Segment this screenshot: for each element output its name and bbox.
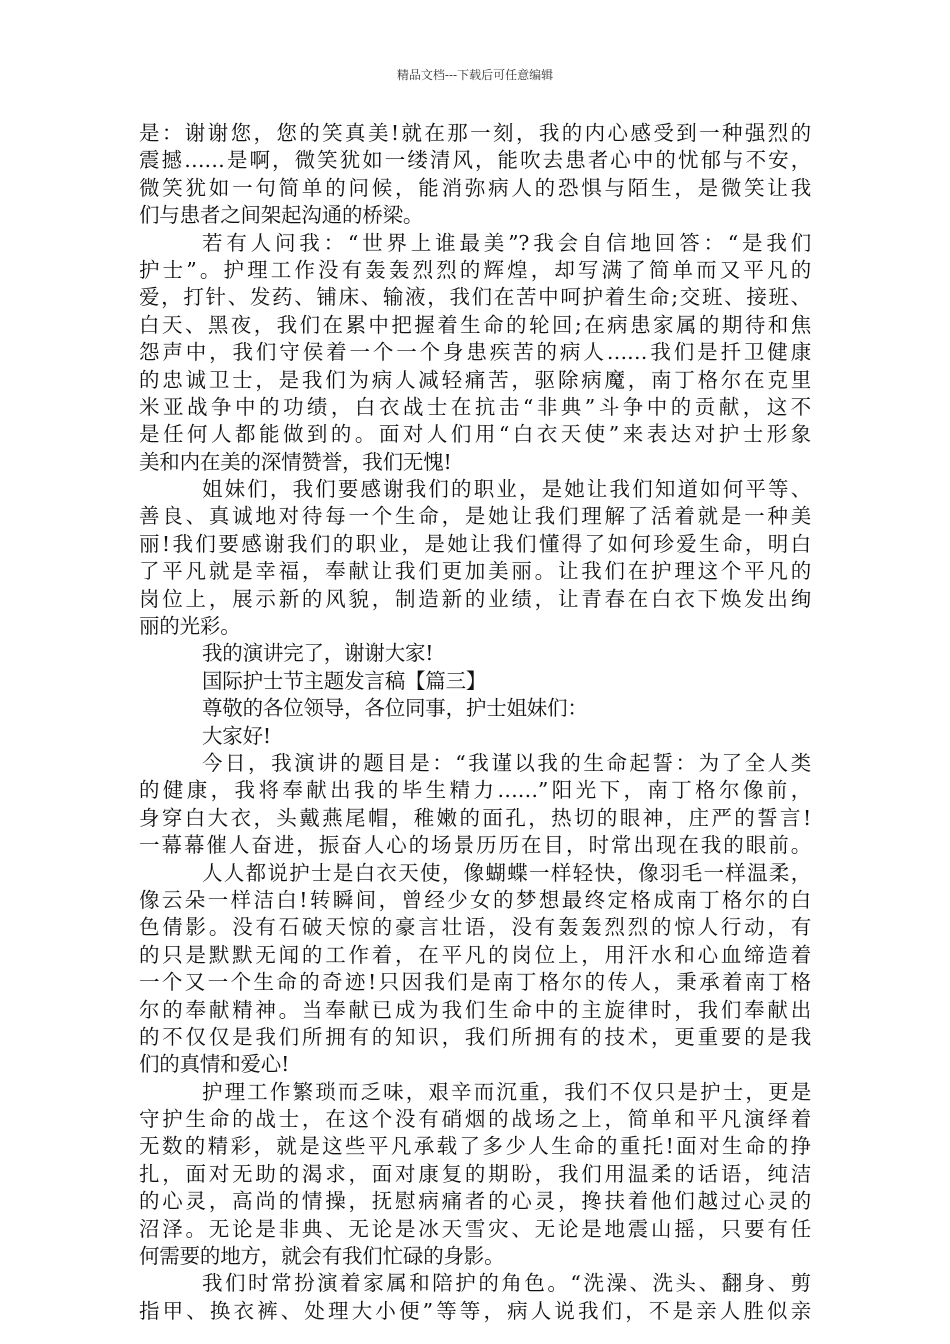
section-title: 国际护士节主题发言稿【篇三】 bbox=[202, 668, 487, 693]
text-line: 的健康，我将奉献出我的毕生精力……”阳光下，南丁格尔像前， bbox=[139, 778, 811, 803]
text-line: 尔的奉献精神。当奉献已成为我们生命中的主旋律时，我们奉献出 bbox=[139, 997, 811, 1022]
text-line: 震撼……是啊，微笑犹如一缕清风，能吹去患者心中的忧郁与不安， bbox=[139, 148, 811, 173]
text-line: 何需要的地方，就会有我们忙碌的身影。 bbox=[139, 1244, 505, 1269]
text-line: 丽!我们要感谢我们的职业，是她让我们懂得了如何珍爱生命，明白 bbox=[139, 531, 811, 556]
text-line: 米亚战争中的功绩，白衣战士在抗击“非典”斗争中的贡献，这不 bbox=[139, 394, 811, 419]
text-line: 的不仅仅是我们所拥有的知识，我们所拥有的技术，更重要的是我 bbox=[139, 1024, 811, 1049]
text-line: 无数的精彩，就是这些平凡承载了多少人生命的重托!面对生命的挣 bbox=[139, 1134, 811, 1159]
text-line: 善良、真诚地对待每一个生命，是她让我们理解了活着就是一种美 bbox=[139, 504, 811, 529]
text-line: 沼泽。无论是非典、无论是冰天雪灾、无论是地震山摇，只要有任 bbox=[139, 1216, 811, 1241]
text-line: 怨声中，我们守侯着一个一个身患疾苦的病人……我们是扦卫健康 bbox=[139, 340, 811, 365]
text-line: 守护生命的战士，在这个没有硝烟的战场之上，简单和平凡演绎着 bbox=[139, 1107, 811, 1132]
text-line: 丽的光彩。 bbox=[139, 614, 241, 639]
text-line: 护理工作繁琐而乏味，艰辛而沉重，我们不仅只是护士，更是 bbox=[202, 1079, 811, 1104]
text-line: 的心灵，高尚的情操，抚慰病痛者的心灵，搀扶着他们越过心灵的 bbox=[139, 1189, 811, 1214]
text-line: 们与患者之间架起沟通的桥梁。 bbox=[139, 203, 424, 228]
text-line: 一幕幕催人奋进，振奋人心的场景历历在目，时常出现在我的眼前。 bbox=[139, 833, 811, 858]
text-line: 指甲、换衣裤、处理大小便”等等，病人说我们，不是亲人胜似亲 bbox=[139, 1298, 811, 1323]
text-line: 姐妹们，我们要感谢我们的职业，是她让我们知道如何平等、 bbox=[202, 477, 811, 502]
text-line: 扎，面对无助的渴求，面对康复的期盼，我们用温柔的话语，纯洁 bbox=[139, 1161, 811, 1186]
text-line: 护士”。护理工作没有轰轰烈烈的辉煌，却写满了简单而又平凡的 bbox=[139, 257, 811, 282]
text-line: 的只是默默无闻的工作着，在平凡的岗位上，用汗水和心血缔造着 bbox=[139, 942, 811, 967]
page-header: 精品文档---下载后可任意编辑 bbox=[396, 68, 554, 82]
text-line: 白天、黑夜，我们在累中把握着生命的轮回;在病患家属的期待和焦 bbox=[139, 312, 811, 337]
text-line: 大家好! bbox=[202, 723, 271, 748]
text-line: 是：谢谢您，您的笑真美!就在那一刻，我的内心感受到一种强烈的 bbox=[139, 121, 811, 145]
text-line: 是任何人都能做到的。面对人们用“白衣天使”来表达对护士形象 bbox=[139, 422, 811, 447]
text-line: 爱，打针、发药、铺床、输液，我们在苦中呵护着生命;交班、接班、 bbox=[139, 285, 811, 310]
text-line: 身穿白大衣，头戴燕尾帽，稚嫩的面孔，热切的眼神，庄严的誓言! bbox=[139, 805, 811, 830]
text-line: 像云朵一样洁白!转瞬间，曾经少女的梦想最终定格成南丁格尔的白 bbox=[139, 887, 811, 912]
text-line: 人人都说护士是白衣天使，像蝴蝶一样轻快，像羽毛一样温柔， bbox=[202, 860, 811, 885]
document-body bbox=[139, 120, 811, 1325]
text-line: 岗位上，展示新的风貌，制造新的业绩，让青春在白衣下焕发出绚 bbox=[139, 586, 811, 611]
text-line: 的忠诚卫士，是我们为病人减轻痛苦，驱除病魔，南丁格尔在克里 bbox=[139, 367, 811, 392]
text-line: 若有人问我：“世界上谁最美”?我会自信地回答：“是我们 bbox=[202, 230, 811, 255]
text-line: 我的演讲完了，谢谢大家! bbox=[202, 641, 434, 666]
text-line: 我们时常扮演着家属和陪护的角色。“洗澡、洗头、翻身、剪 bbox=[202, 1271, 811, 1296]
text-line: 一个又一个生命的奇迹!只因我们是南丁格尔的传人，秉承着南丁格 bbox=[139, 970, 811, 995]
text-line: 们的真情和爱心! bbox=[139, 1052, 290, 1077]
text-line: 美和内在美的深情赞誉，我们无愧! bbox=[139, 449, 452, 474]
text-line: 尊敬的各位领导，各位同事，护士姐妹们： bbox=[202, 696, 588, 721]
text-line: 今日，我演讲的题目是：“我谨以我的生命起誓：为了全人类 bbox=[202, 750, 811, 775]
text-line: 微笑犹如一句简单的问候，能消弥病人的恐惧与陌生，是微笑让我 bbox=[139, 175, 811, 200]
text-line: 色倩影。没有石破天惊的豪言壮语，没有轰轰烈烈的惊人行动，有 bbox=[139, 915, 811, 940]
text-line: 了平凡就是幸福，奉献让我们更加美丽。让我们在护理这个平凡的 bbox=[139, 559, 811, 584]
